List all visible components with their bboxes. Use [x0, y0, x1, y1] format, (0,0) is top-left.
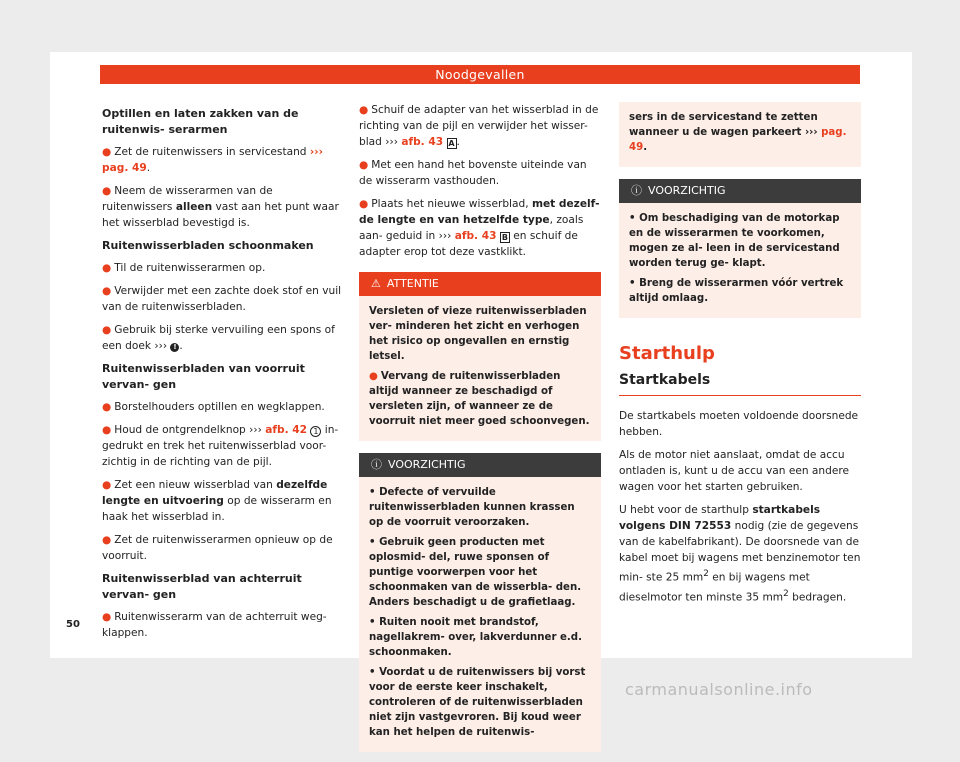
subsection-title: Startkabels — [619, 372, 861, 396]
page-link[interactable]: pag. 49 — [629, 127, 847, 153]
heading-rear-blade: Ruitenwisserblad van achterruit vervan- gen — [102, 572, 302, 601]
bullet-icon: • — [629, 213, 640, 224]
bullet-icon: ● — [369, 371, 378, 382]
paragraph: U hebt voor de starthulp startkabels volgens DIN 72553 nodig (zie de gegevens van de kabelfabrikant). De doorsnede van de kabel moet bij wagens met benzinemotor ten min- ste 25 $mm^2$ en bij wagens met dieselmotor ten minste 35 $mm^2$ bedragen. — [619, 504, 861, 604]
figure-link[interactable]: afb. 43 — [454, 230, 497, 242]
bullet-icon: • — [629, 278, 640, 289]
caution-body — [359, 477, 601, 752]
figure-link[interactable]: afb. 42 — [265, 424, 308, 436]
bullet-icon: ● — [102, 534, 112, 546]
warning-triangle-icon: ⚠ — [371, 277, 381, 290]
bullet-icon: ● — [359, 104, 369, 116]
paragraph: De startkabels moeten voldoende doorsnede hebben. — [619, 410, 859, 438]
caution-header: ⓘ VOORZICHTIG — [359, 453, 601, 477]
caution-item: • Gebruik geen producten met oplosmid- del, ruwe sponsen of puntige voorwerpen voor het schoonmaken van de wisserbla- den. Anders beschadigt u de grafietlaag. — [369, 537, 582, 608]
bullet-icon: ● — [102, 401, 112, 413]
paragraph: ● Verwijder met een zachte doek stof en vuil van de ruitenwisserbladen. — [102, 285, 342, 313]
callout-letter: B — [501, 233, 508, 242]
paragraph: ● Neem de wisserarmen van de ruitenwissers alleen vast aan het punt waar het wisserblad bevestigd is. — [102, 185, 339, 229]
chapter-header: Noodgevallen — [100, 65, 860, 84]
bullet-icon: • — [369, 617, 380, 628]
paragraph: ● Schuif de adapter van het wisserblad in de richting van de pijl en verwijder het wisser- blad ››› afb. 43 A . — [359, 104, 599, 148]
column-3 — [619, 102, 861, 612]
bullet-icon: ● — [102, 146, 112, 158]
callout-letter: A — [448, 139, 455, 148]
caution-body — [619, 203, 861, 318]
warning-header: ⚠ ATTENTIE — [359, 272, 601, 296]
paragraph: Als de motor niet aanslaat, omdat de accu ontladen is, kunt u de accu van een andere wagen voor het starten gebruiken. — [619, 449, 850, 493]
page-number: 50 — [66, 619, 80, 630]
bullet-icon: ● — [102, 424, 112, 436]
paragraph: ● Plaats het nieuwe wisserblad, met dezelf- de lengte en van hetzelfde type, zoals aan- geduid in ››› afb. 43 B en schuif de adapter erop tot deze vastklikt. — [359, 198, 600, 258]
caution-item: • Om beschadiging van de motorkap en de wisserarmen te voorkomen, mogen ze al- leen in de servicestand worden terug ge- klapt. — [629, 213, 840, 269]
info-circle-icon: ⓘ — [371, 458, 382, 471]
heading-clean-blades: Ruitenwisserbladen schoonmaken — [102, 239, 314, 252]
bullet-icon: ● — [102, 262, 112, 274]
caution-box — [359, 453, 601, 752]
caution-item: • Ruiten nooit met brandstof, nagellakrem- over, lakverdunner e.d. schoonmaken. — [369, 617, 582, 658]
page-link[interactable]: ››› pag. 49 — [102, 146, 324, 174]
bullet-icon: • — [369, 537, 380, 548]
warning-text: Versleten of vieze ruitenwisserbladen ver- minderen het zicht en verhogen het risico op ongevallen en ernstig letsel. — [369, 306, 587, 362]
paragraph: ● Zet de ruitenwisserarmen opnieuw op de voorruit. — [102, 534, 333, 562]
column-2 — [359, 102, 601, 762]
paragraph: ● Gebruik bij sterke vervuiling een spons of een doek ››› ! . — [102, 324, 335, 352]
info-circle-icon: ⓘ — [631, 184, 642, 197]
warning-body — [359, 296, 601, 441]
bullet-icon: • — [369, 487, 380, 498]
bullet-icon: ● — [359, 159, 369, 171]
caution-header: ⓘ VOORZICHTIG — [619, 179, 861, 203]
warning-text: ● Vervang de ruitenwisserbladen altijd wanneer ze beschadigd of versleten zijn, of wanneer ze de voorruit niet meer goed schoonvegen. — [369, 371, 590, 427]
column-1 — [102, 102, 342, 648]
paragraph: ● Til de ruitenwisserarmen op. — [102, 262, 266, 274]
bullet-icon: ● — [359, 198, 369, 210]
paragraph: ● Ruitenwisserarm van de achterruit weg- klappen. — [102, 611, 327, 639]
heading-wiper-arms: Optillen en laten zakken van de ruitenwis- serarmen — [102, 107, 299, 136]
figure-link[interactable]: afb. 43 — [401, 136, 444, 148]
caution-box — [619, 179, 861, 318]
paragraph: ● Zet een nieuw wisserblad van dezelfde lengte en uitvoering op de wisserarm en haak het wisserblad in. — [102, 479, 332, 523]
caution-icon[interactable]: ! — [170, 343, 179, 352]
caution-box-continued — [619, 102, 861, 167]
caution-item: • Voordat u de ruitenwissers bij vorst voor de eerste keer inschakelt, controleren of de ruitenwisserbladen niet zijn vastgevroren. Bij koud weer kan het helpen de ruitenwis- — [369, 667, 586, 738]
bullet-icon: ● — [102, 185, 112, 197]
caution-item: • Breng de wisserarmen vóór vertrek altijd omlaag. — [629, 278, 844, 304]
bullet-icon: ● — [102, 324, 112, 336]
paragraph: ● Zet de ruitenwissers in servicestand ››› pag. 49. — [102, 146, 324, 174]
bullet-icon: ● — [102, 285, 112, 297]
warning-box — [359, 272, 601, 441]
bullet-icon: • — [369, 667, 380, 678]
callout-number: 1 — [310, 426, 321, 437]
caution-body — [619, 102, 861, 167]
caution-item: • Defecte of vervuilde ruitenwisserbladen kunnen krassen op de voorruit veroorzaken. — [369, 487, 575, 528]
caution-text: sers in de servicestand te zetten wanneer u de wagen parkeert ››› pag. 49. — [629, 112, 847, 153]
bullet-icon: ● — [102, 611, 112, 623]
paragraph: ● Met een hand het bovenste uiteinde van de wisserarm vasthouden. — [359, 159, 587, 187]
heading-front-blades: Ruitenwisserbladen van voorruit vervan- gen — [102, 362, 305, 391]
paragraph: ● Houd de ontgrendelknop ››› afb. 42 1 in- gedrukt en trek het ruitenwisserblad voor- zichtig in de richting van de pijl. — [102, 424, 339, 468]
paragraph: ● Borstelhouders optillen en wegklappen. — [102, 401, 325, 413]
section-title: Starthulp — [619, 343, 715, 364]
bullet-icon: ● — [102, 479, 112, 491]
watermark: carmanualsonline.info — [625, 680, 813, 699]
